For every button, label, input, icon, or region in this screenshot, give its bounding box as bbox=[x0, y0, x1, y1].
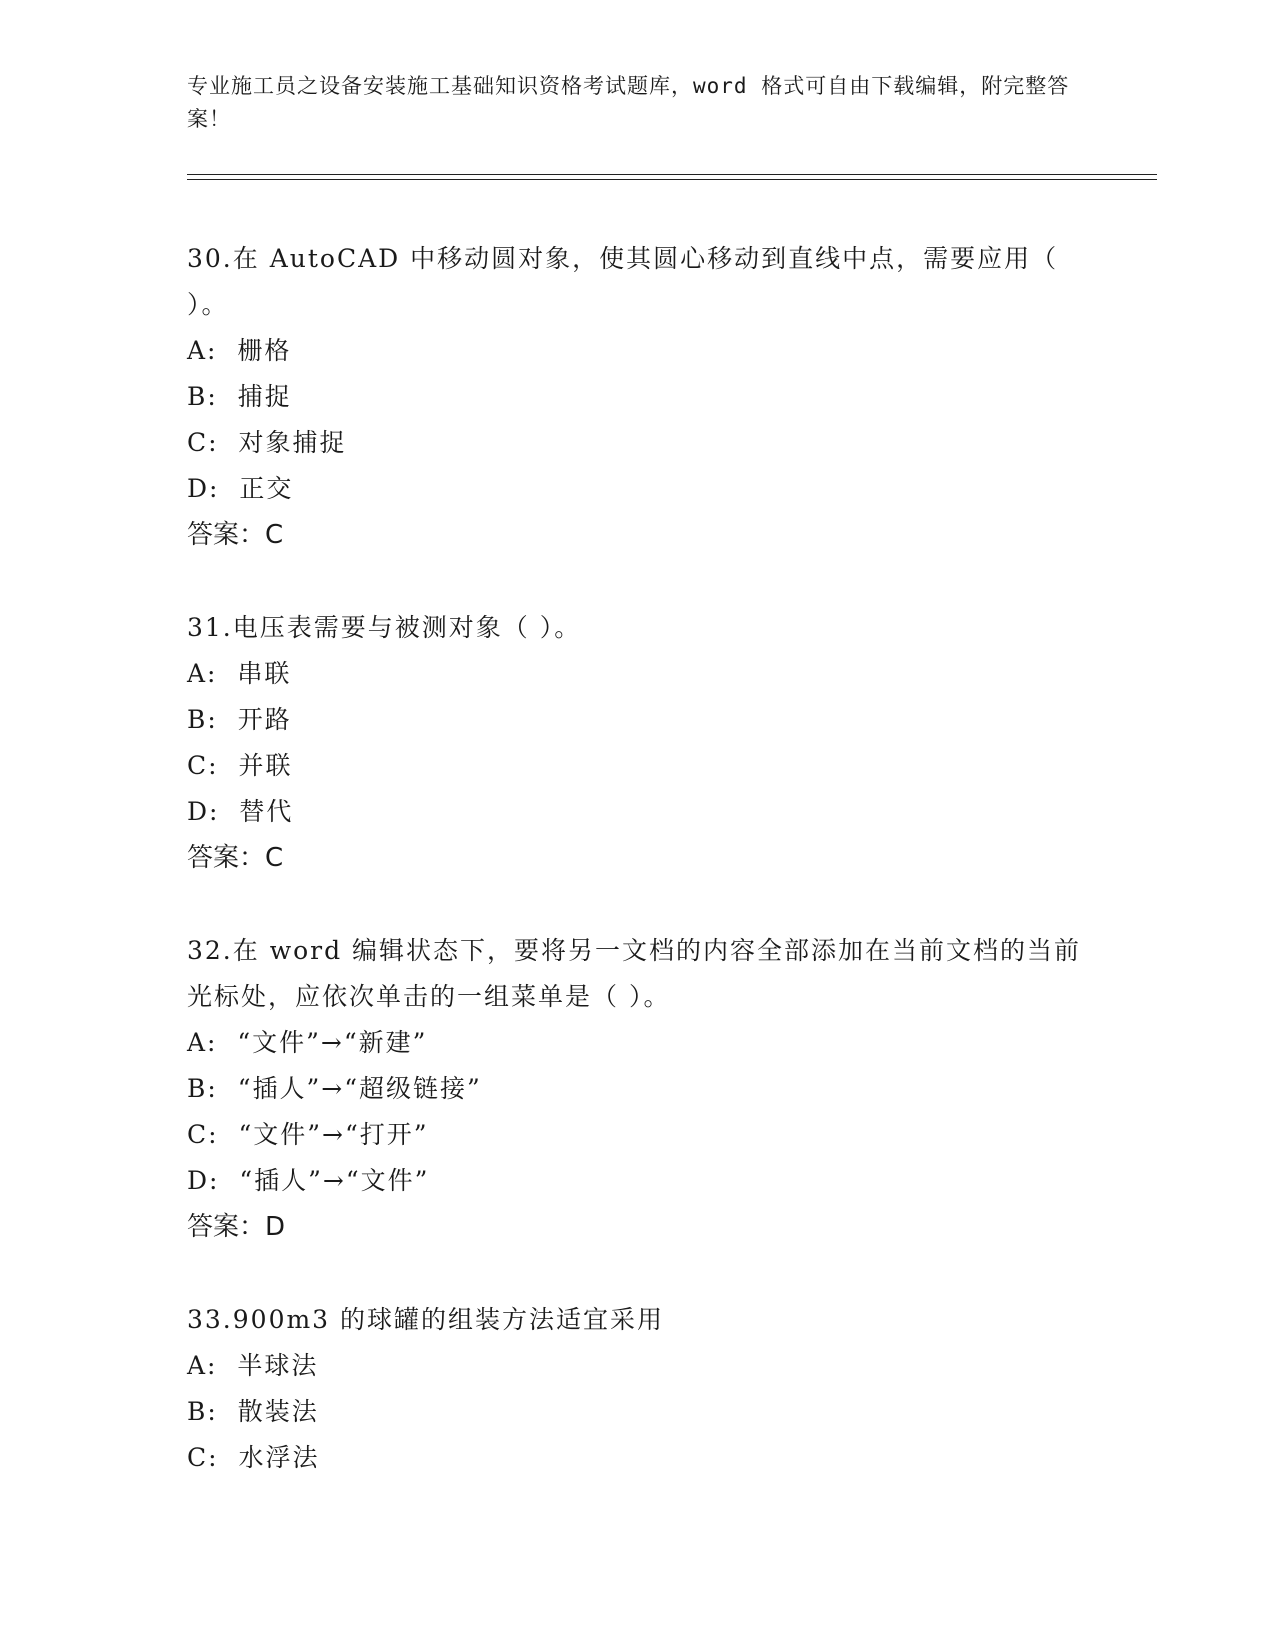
option-c: C: “文件”→“打开” bbox=[187, 1120, 429, 1149]
question-stem: 30.在 AutoCAD 中移动圆对象，使其圆心移动到直线中点，需要应用（ ）。 bbox=[187, 244, 1059, 319]
question-stem: 32.在 word 编辑状态下，要将另一文档的内容全部添加在当前文档的当前光标处，应依次单击的一组菜单是（ ）。 bbox=[187, 936, 1082, 1011]
question-list bbox=[187, 236, 1087, 1528]
option-b: B: 开路 bbox=[187, 705, 292, 734]
option-d: D: 替代 bbox=[187, 797, 294, 826]
option-d: D: 正交 bbox=[187, 474, 294, 503]
question-33 bbox=[187, 1297, 1087, 1481]
question-31 bbox=[187, 605, 1087, 881]
question-stem: 33.900m3 的球罐的组装方法适宜采用 bbox=[187, 1305, 665, 1334]
document-header: 专业施工员之设备安装施工基础知识资格考试题库，word 格式可自由下载编辑，附完整答案！ bbox=[187, 74, 1070, 131]
question-32 bbox=[187, 928, 1087, 1250]
answer: 答案：D bbox=[187, 1212, 286, 1242]
option-a: A: 串联 bbox=[187, 659, 292, 688]
option-a: A: 半球法 bbox=[187, 1351, 319, 1380]
option-d: D: “插人”→“文件” bbox=[187, 1166, 430, 1195]
option-c: C: 并联 bbox=[187, 751, 293, 780]
option-b: B: 捕捉 bbox=[187, 382, 292, 411]
option-b: B: 散装法 bbox=[187, 1397, 319, 1426]
question-stem: 31.电压表需要与被测对象（ ）。 bbox=[187, 613, 582, 642]
option-a: A: 栅格 bbox=[187, 336, 292, 365]
option-b: B: “插人”→“超级链接” bbox=[187, 1074, 482, 1103]
answer: 答案：C bbox=[187, 843, 284, 873]
option-c: C: 对象捕捉 bbox=[187, 428, 347, 457]
option-c: C: 水浮法 bbox=[187, 1443, 320, 1472]
header-divider-top bbox=[187, 174, 1157, 175]
option-a: A: “文件”→“新建” bbox=[187, 1028, 428, 1057]
header-divider-bottom bbox=[187, 179, 1157, 180]
answer: 答案：C bbox=[187, 520, 284, 550]
question-30 bbox=[187, 236, 1087, 558]
